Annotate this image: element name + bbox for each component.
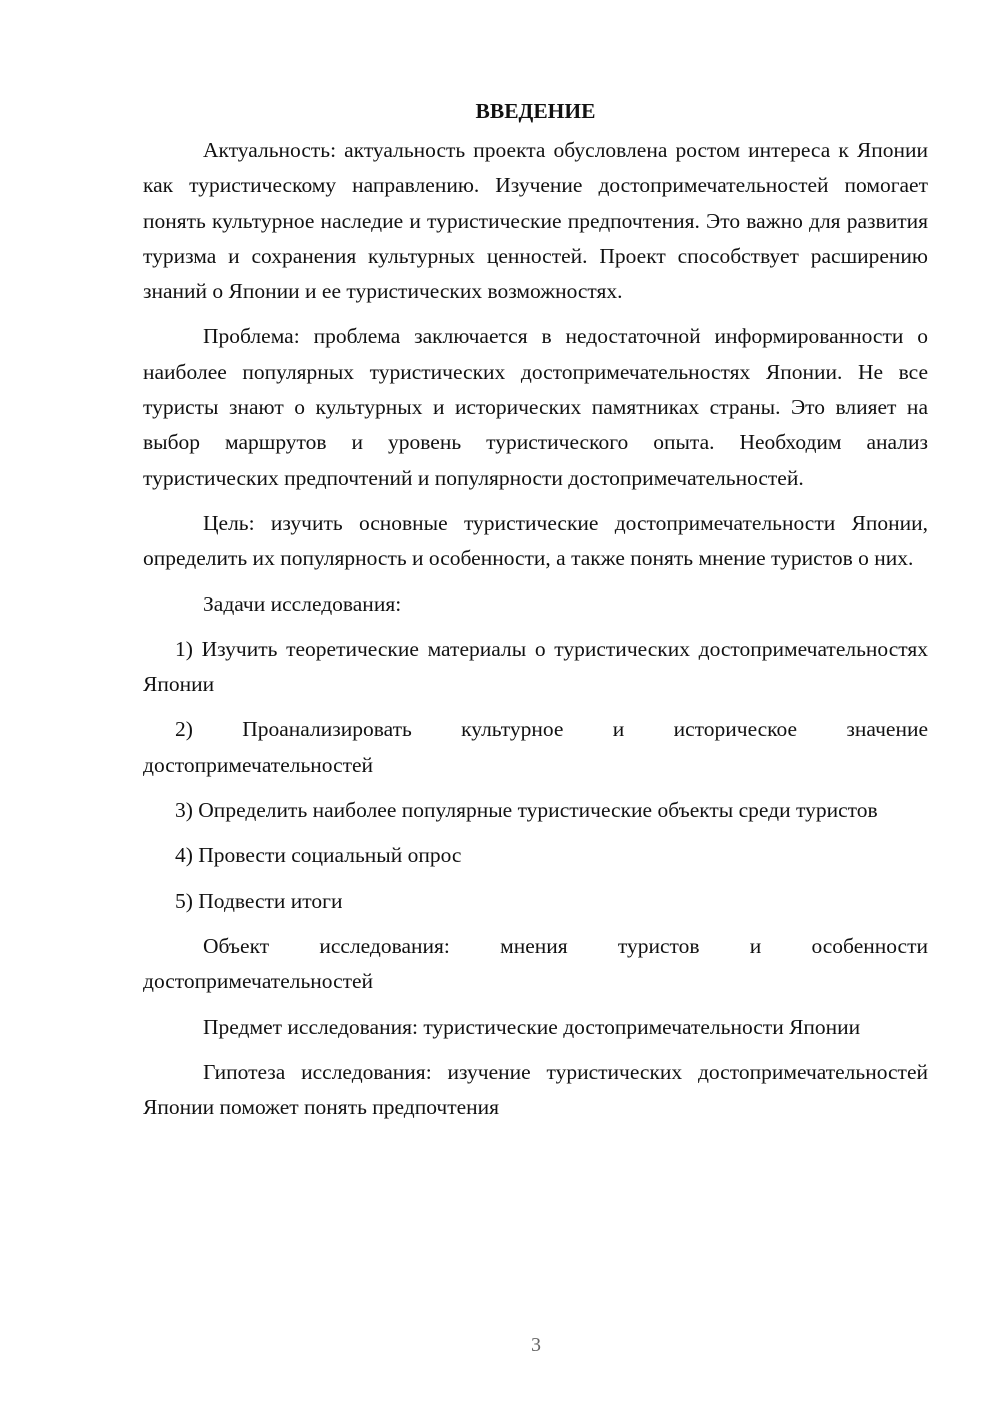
task-item-4: 4) Провести социальный опрос <box>175 843 462 868</box>
task-item-5: 5) Подвести итоги <box>175 888 343 913</box>
subject-paragraph: Предмет исследования: туристические достопримечательности Японии <box>203 1014 861 1039</box>
relevance-paragraph: Актуальность: актуальность проекта обусловлена ростом интереса к Японии как туристическому направлению. Изучение достопримечательностей помогает понять культурное наследие и туристические предпочтения. Это важно для развития туризма и сохранения культурных ценностей. Проект способствует расширению знаний о Японии и ее туристических возможностях. <box>143 138 928 304</box>
task-item-3: 3) Определить наиболее популярные туристические объекты среди туристов <box>175 798 878 823</box>
tasks-heading: Задачи исследования: <box>203 591 402 616</box>
page-content <box>143 94 928 1135</box>
object-paragraph: Объект исследования: мнения туристов и особенности достопримечательностей <box>143 933 928 994</box>
goal-paragraph: Цель: изучить основные туристические достопримечательности Японии, определить их популярность и особенности, а также понять мнение туристов о них. <box>143 510 928 571</box>
task-item-1: 1) Изучить теоретические материалы о туристических достопримечательностях Японии <box>143 636 928 697</box>
task-item-2: 2) Проанализировать культурное и историческое значение достопримечательностей <box>143 717 928 777</box>
hypothesis-paragraph: Гипотеза исследования: изучение туристических достопримечательностей Японии поможет понять предпочтения <box>143 1059 928 1120</box>
problem-paragraph: Проблема: проблема заключается в недостаточной информированности о наиболее популярных туристических достопримечательностях Японии. Не все туристы знают о культурных и исторических памятниках страны. Это влияет на выбор маршрутов и уровень туристического опыта. Необходим анализ туристических предпочтений и популярности достопримечательностей. <box>143 324 928 490</box>
page-title: ВВЕДЕНИЕ <box>475 99 596 123</box>
page-number: 3 <box>531 1334 541 1356</box>
